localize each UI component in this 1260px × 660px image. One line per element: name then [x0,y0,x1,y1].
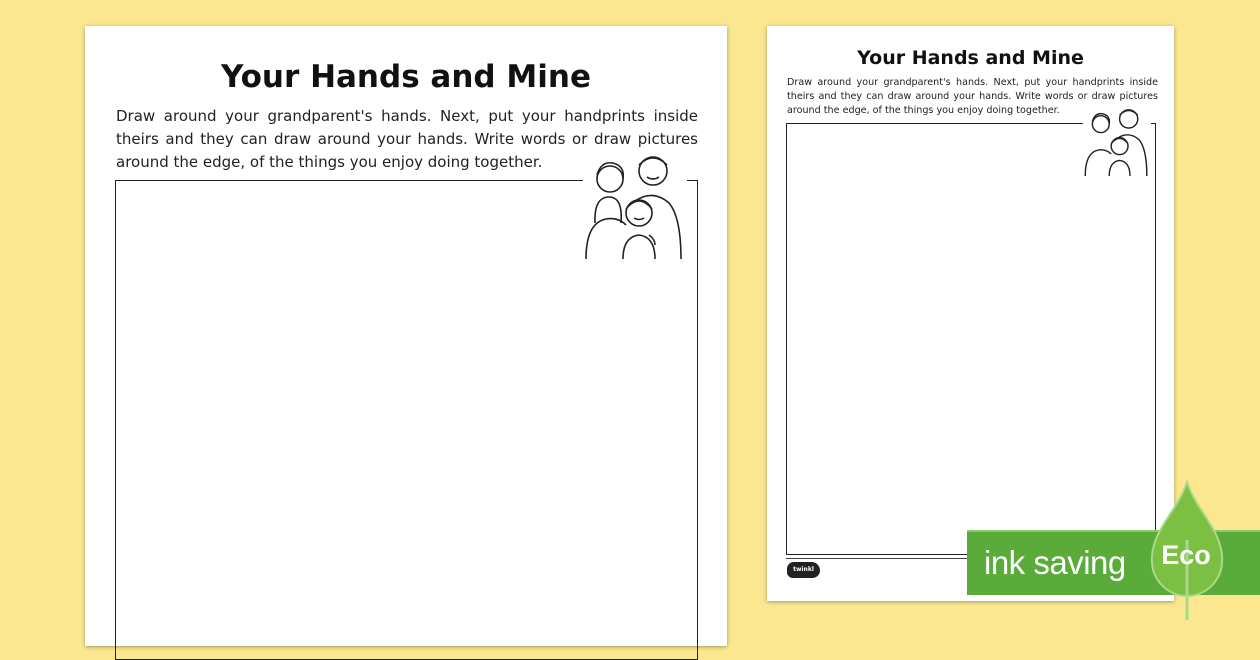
grandparents-child-illustration [583,151,687,259]
worksheet-title: Your Hands and Mine [221,59,591,95]
worksheet-instructions: Draw around your grandparent's hands. Next, put your handprints inside theirs and they can draw around your hands. Write words or draw pictures around the edge, of the things you enjoy doing together. [116,107,698,171]
ink-saving-label: ink saving [984,544,1126,581]
preview-drawing-area [786,123,1156,555]
eco-label: Eco [1161,540,1211,570]
worksheet-page-preview [767,26,1174,601]
worksheet-page-large [85,26,727,646]
preview-title: Your Hands and Mine [857,47,1084,69]
preview-family-illustration [1083,106,1151,176]
preview-instructions: Draw around your grandparent's hands. Next, put your handprints inside theirs and they can draw around your hands. Write words or draw pictures around the edge, of the things you enjoy doing together. [787,77,1158,116]
twinkl-logo: twinkl [787,562,820,578]
